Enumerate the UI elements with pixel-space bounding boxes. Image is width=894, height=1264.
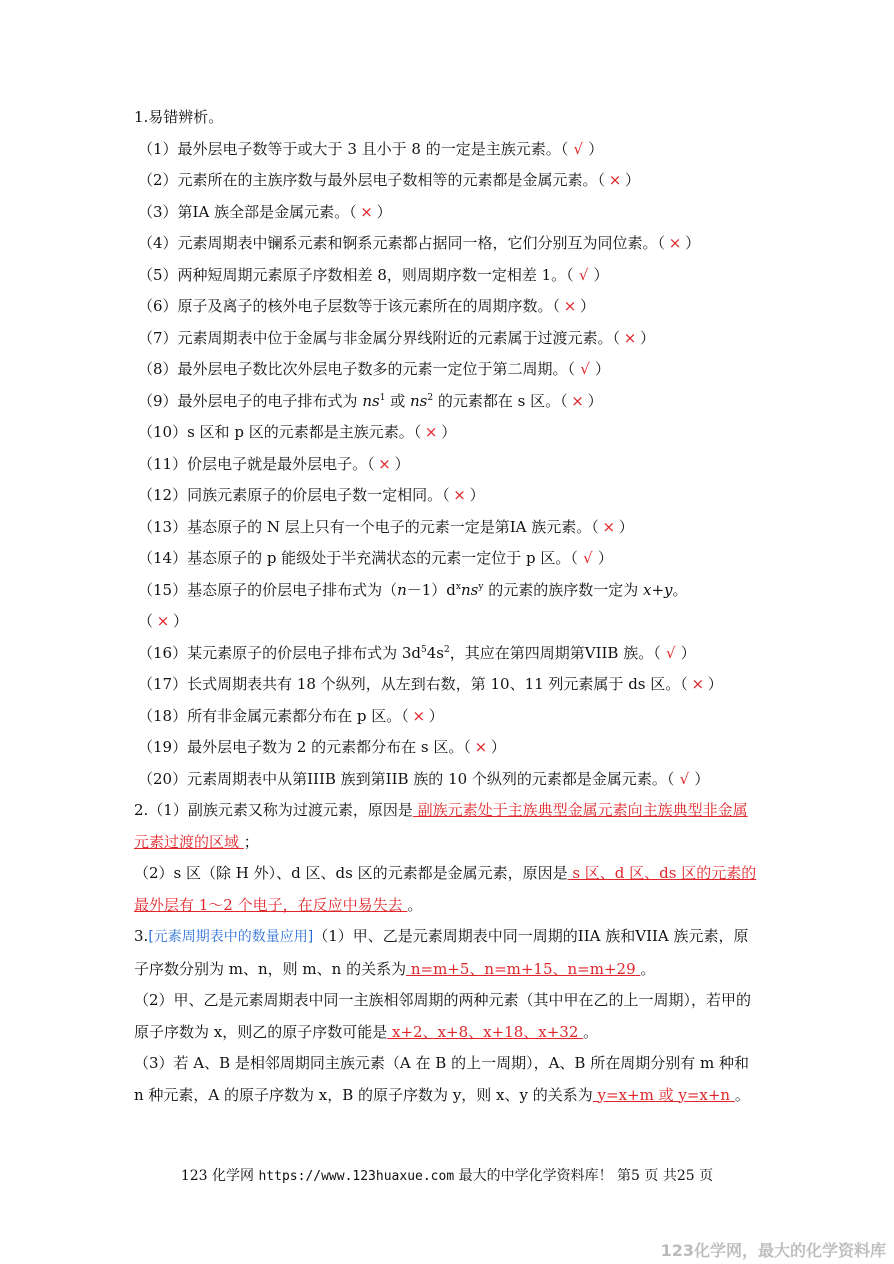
item-11: （11）价层电子就是最外层电子。（ × ） bbox=[134, 449, 762, 481]
item-3: （3）第IA 族全部是金属元素。（ × ） bbox=[134, 197, 762, 229]
item-12: （12）同族元素原子的价层电子数一定相同。（ × ） bbox=[134, 480, 762, 512]
item-9: （9）最外层电子的电子排布式为 $ns^1$ 或 $ns^2$ 的元素都在 s 区。（ × ） bbox=[134, 386, 762, 418]
section-heading: 1.易错辨析。 bbox=[134, 108, 224, 126]
cross-mark: × bbox=[424, 423, 438, 441]
item-2: （2）元素所在的主族序数与最外层电子数相等的元素都是金属元素。（ × ） bbox=[134, 165, 762, 197]
item-10: （10）s 区和 p 区的元素都是主族元素。（ × ） bbox=[134, 417, 762, 449]
item-4: （4）元素周期表中镧系元素和锕系元素都占据同一格，它们分别互为同位素。（ × ） bbox=[134, 228, 762, 260]
question-3-part-2: （2）甲、乙是元素周期表中同一主族相邻周期的两种元素（其中甲在乙的上一周期），若甲的原子序数为 x，则乙的原子序数可能是 x+2、x+8、x+18、x+32 。 bbox=[134, 991, 752, 1041]
item-18: （18）所有非金属元素都分布在 p 区。（ × ） bbox=[134, 701, 762, 733]
check-mark: √ bbox=[573, 139, 583, 158]
item-1: （1）最外层电子数等于或大于 3 且小于 8 的一定是主族元素。（ √ ） bbox=[134, 134, 762, 166]
item-16: （16）某元素原子的价层电子排布式为 $3d^54s^2$，其应在第四周期第VIIB 族。（ √ ） bbox=[134, 638, 762, 670]
check-mark: √ bbox=[665, 643, 676, 662]
item-19: （19）最外层电子数为 2 的元素都分布在 s 区。（ × ） bbox=[134, 732, 762, 764]
question-3-part-3: （3）若 A、B 是相邻周期同主族元素（A 在 B 的上一周期），A、B 所在周期分别有 m 种和 n 种元素，A 的原子序数为 x，B 的原子序数为 y，则 x、y 的关系为 y=x+m 或 y=x+n 。 bbox=[134, 1054, 750, 1104]
cross-mark: × bbox=[360, 202, 373, 221]
cross-mark: × bbox=[571, 391, 584, 410]
question-2-part-2: （2）s 区（除 H 外）、d 区、ds 区的元素都是金属元素，原因是 s 区、d 区、ds 区的元素的最外层有 1～2 个电子，在反应中易失去 。 bbox=[134, 864, 757, 914]
item-14: （14）基态原子的 p 能级处于半充满状态的元素一定位于 p 区。（ √ ） bbox=[134, 543, 762, 575]
cross-mark: × bbox=[378, 454, 391, 473]
item-17: （17）长式周期表共有 18 个纵列，从左到右数，第 10、11 列元素属于 ds 区。（ × ） bbox=[134, 669, 762, 701]
item-20: （20）元素周期表中从第IIIB 族到第IIB 族的 10 个纵列的元素都是金属元素。（ √ ） bbox=[134, 764, 762, 796]
answer-text: 副族元素处于主族典型金属元素向主族典型非金属元素过渡的区域 bbox=[134, 801, 748, 851]
answer-text: n=m+5、n=m+15、n=m+29 bbox=[406, 959, 641, 978]
cross-mark: × bbox=[602, 517, 616, 536]
item-15-answer: （ × ） bbox=[134, 606, 762, 638]
question-2-part-1: 2.（1）副族元素又称为过渡元素，原因是 副族元素处于主族典型金属元素向主族典型非金属元素过渡的区域 ； bbox=[134, 801, 748, 851]
cross-mark: × bbox=[412, 706, 426, 725]
cross-mark: × bbox=[156, 612, 170, 630]
cross-mark: × bbox=[474, 738, 488, 756]
check-mark: √ bbox=[580, 360, 590, 378]
cross-mark: × bbox=[453, 486, 466, 504]
cross-mark: × bbox=[608, 171, 622, 189]
item-15: （15）基态原子的价层电子排布式为$(n-1)d^xns^y$ 的元素的族序数一定为 x+y。 bbox=[138, 580, 688, 599]
cross-mark: × bbox=[691, 675, 705, 693]
cross-mark: × bbox=[668, 234, 682, 252]
answer-text: s 区、d 区、ds 区的元素的最外层有 1～2 个电子，在反应中易失去 bbox=[134, 864, 757, 914]
content-area bbox=[134, 102, 762, 1111]
check-mark: √ bbox=[679, 769, 690, 788]
site-url: https://www.123huaxue.com bbox=[258, 1169, 455, 1184]
item-7: （7）元素周期表中位于金属与非金属分界线附近的元素属于过渡元素。（ × ） bbox=[134, 323, 762, 355]
watermark: 123化学网，最大的化学资料库 bbox=[660, 1241, 886, 1260]
item-8: （8）最外层电子数比次外层电子数多的元素一定位于第二周期。（ √ ） bbox=[134, 354, 762, 386]
item-5: （5）两种短周期元素原子序数相差 8，则周期序数一定相差 1。（ √ ） bbox=[134, 260, 762, 292]
topic-tag: [元素周期表中的数量应用] bbox=[148, 929, 314, 945]
item-6: （6）原子及离子的核外电子层数等于该元素所在的周期序数。（ × ） bbox=[134, 291, 762, 323]
answer-text: y=x+m 或 y=x+n bbox=[592, 1085, 735, 1104]
item-13: （13）基态原子的 N 层上只有一个电子的元素一定是第IA 族元素。（ × ） bbox=[134, 512, 762, 544]
cross-mark: × bbox=[623, 328, 637, 347]
page-footer: 123 化学网 https://www.123huaxue.com 最大的中学化学资料库！ 第5 页 共25 页 bbox=[180, 1168, 714, 1184]
question-3-part-1: 3.[元素周期表中的数量应用]（1）甲、乙是元素周期表中同一周期的IIA 族和VIIA 族元素，原子序数分别为 m、n，则 m、n 的关系为 n=m+5、n=m+15、n=m+29 。 bbox=[134, 927, 749, 978]
check-mark: √ bbox=[583, 549, 593, 567]
check-mark: √ bbox=[578, 265, 589, 284]
answer-text: x+2、x+8、x+18、x+32 bbox=[387, 1022, 584, 1041]
cross-mark: × bbox=[563, 297, 577, 315]
